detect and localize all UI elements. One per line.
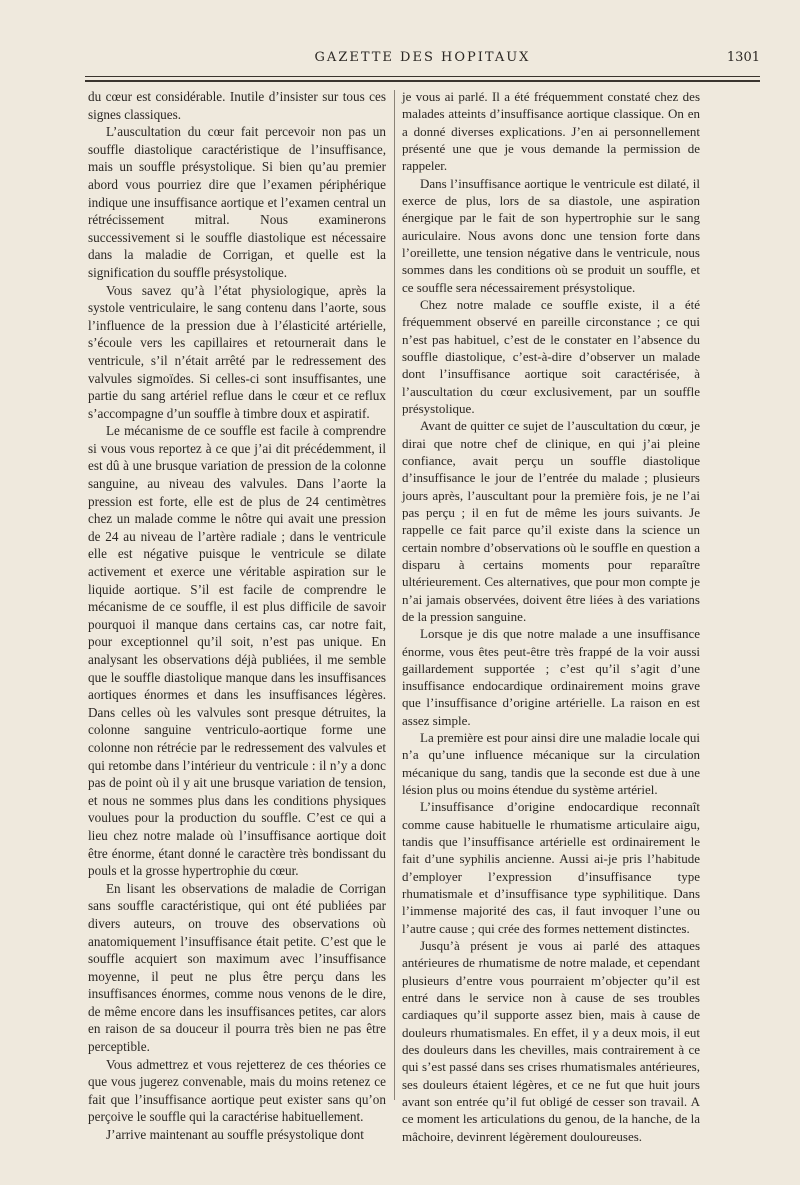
paragraph: L’auscultation du cœur fait percevoir non pas un souffle diastolique caractéristique de l’insuffisance, mais un souffle présystolique. Si bien qu’au premier abord vous pourriez dire que l’examen périphérique indique une insuffisance aortique et l’examen central un rétrécissement mitral. Nous examinerons successivement si le souffle diastolique est nécessaire dans la maladie de Corrigan, et quelle est la signification du souffle présystolique. — [88, 124, 386, 280]
paragraph: Dans l’insuffisance aortique le ventricule est dilaté, il exerce de plus, lors de sa diastole, une aspiration énergique par le fait de son hypertrophie sur le sang auriculaire. Nous avons donc une tension forte dans l’oreillette, une tension négative dans le ventricule, nous sommes dans les conditions où se produit un souffle, et ce souffle sera nécessairement présystolique. — [402, 175, 700, 295]
paragraph: Jusqu’à présent je vous ai parlé des attaques antérieures de rhumatisme de notre malade, et cependant plusieurs d’entre vous pourraient m’objecter qu’il est entré dans le service non à cause de ses troubles cardiaques qu’il supporte assez bien, mais à cause de douleurs rhumatismales. En effet, il y a deux mois, il eut des douleurs dans les chevilles, mais contrairement à ce qui s’est passé dans ses crises rhumatismales antérieures, ses douleurs étaient légères, et ce ne fut que huit jours avant son entrée qu’il fut obligé de cesser son travail. A ce moment les articulations du genou, de la hanche, de la mâchoire, devinrent légèrement douloureuses. — [402, 938, 700, 1144]
header-rule-thin — [85, 76, 760, 77]
journal-title: GAZETTE DES HOPITAUX — [314, 50, 531, 65]
column-divider — [394, 90, 395, 1100]
header-rule-thick — [85, 80, 760, 82]
paragraph: En lisant les observations de maladie de Corrigan sans souffle caractéristique, qui ont été publiées par divers auteurs, on trouve des observations où anatomiquement l’insuffisance était petite. C’est que le souffle acquiert son maximum avec l’insuffisance moyenne, il peut ne plus être perçu dans les insuffisances énormes, comme nous venons de le dire, de même encore dans les insuffisances petites, car alors en raison de sa douceur il pourra très bien ne pas être perceptible. — [88, 880, 386, 1055]
paragraph: Lorsque je dis que notre malade a une insuffisance énorme, vous êtes peut-être très frappé de la voir aussi gaillardement supportée ; c’est qu’il s’agit d’une insuffisance endocardique ordinairement moins grave que l’insuffisance d’origine artérielle. La raison en est assez simple. — [402, 626, 700, 728]
paragraph: Vous admettrez et vous rejetterez de ces théories ce que vous jugerez convenable, mais du moins retenez ce fait que l’insuffisance aortique peut exister sans qu’on perçoive le souffle qui la caractérise habituellement. — [88, 1056, 386, 1125]
right-column — [402, 88, 700, 1145]
paragraph: du cœur est considérable. Inutile d’insister sur tous ces signes classiques. — [88, 89, 386, 122]
paragraph: Chez notre malade ce souffle existe, il a été fréquemment observé en pareille circonstance ; ce qui n’est pas habituel, c’est de le constater en l’absence du souffle diastolique, c’est-à-dire d’observer un malade dont l’insuffisance aortique soit caractérisée, à l’auscultation du cœur exclusivement, par un souffle présystolique. — [402, 296, 700, 416]
page-number: 1301 — [726, 50, 760, 65]
paragraph: Vous savez qu’à l’état physiologique, après la systole ventriculaire, le sang contenu dans l’aorte, sous l’influence de la pression due à l’élasticité artérielle, s’écoule vers les capillaires et retournerait dans le ventricule, s’il n’était arrêté par le redressement des valvules sigmoïdes. Si celles-ci sont insuffisantes, une partie du sang artériel reflue dans le cœur et ce reflux s’accompagne d’un souffle à timbre doux et aspiratif. — [88, 282, 386, 421]
paragraph: je vous ai parlé. Il a été fréquemment constaté chez des malades atteints d’insuffisance aortique classique. On en a donné diverses explications. J’en ai personnellement présenté une que je vous demande la permission de rappeler. — [402, 89, 700, 174]
left-column — [88, 88, 386, 1144]
paragraph: Le mécanisme de ce souffle est facile à comprendre si vous vous reportez à ce que j’ai dit précédemment, il est dû à une brusque variation de pression de la colonne sanguine, au niveau des valvules. Dans l’aorte la pression est forte, elle est de plus de 24 centimètres chez un malade comme le nôtre qui avait une pression de 24 au niveau de l’artère radiale ; dans le ventricule elle est négative puisque le ventricule se dilate activement et exerce une véritable aspiration sur le liquide aortique. S’il est facile de comprendre le mécanisme de ce souffle, il est plus difficile de savoir pourquoi il manque dans certains cas, car notre fait, pour exceptionnel qu’il soit, n’est pas unique. En analysant les observations déjà publiées, il me semble que le souffle diastolique manque dans les insuffisances aortiques énormes et dans les insuffisances légères. Dans celles où les valvules sont presque détruites, la colonne sanguine ventriculo-aortique forme une colonne non rétrécie par le redressement des valvules et qui retombe dans l’intérieur du ventricule : il n’y a donc pas de point où il y ait une brusque variation de tension, et nous ne sommes plus dans les conditions physiques voulues pour la production du souffle. C’est ce qui a lieu chez notre malade où l’insuffisance aortique doit être énorme, étant donné le caractère très bondissant du pouls et la grosse hypertrophie du cœur. — [88, 423, 386, 879]
paragraph: Avant de quitter ce sujet de l’auscultation du cœur, je dirai que notre chef de clinique, en qui j’ai pleine confiance, avait perçu un souffle diastolique d’insuffisance le jour de l’entrée du malade ; plusieurs jours après, l’auscultant pour la première fois, je ne l’ai pas perçu ; il en fut de même les jours suivants. Je rappelle ce fait parce qu’il existe dans la science un certain nombre d’observations où le souffle en question a disparu à certains moments pour reparaître ultérieurement. Ces alternatives, que pour mon compte je n’ai jamais observées, doivent être liées à des variations de la pression sanguine. — [402, 418, 700, 624]
paragraph: L’insuffisance d’origine endocardique reconnaît comme cause habituelle le rhumatisme articulaire aigu, tandis que l’insuffisance artérielle est ordinairement le fait d’une syphilis ancienne. Aussi ai-je pris l’habitude d’employer l’expression d’insuffisance type rhumatismale et d’insuffisance type syphilitique. Dans l’immense majorité des cas, il faut invoquer l’une ou l’autre cause ; qui crée des formes nettement distinctes. — [402, 799, 700, 936]
running-header — [85, 44, 760, 70]
paragraph: J’arrive maintenant au souffle présystolique dont — [106, 1127, 364, 1143]
paragraph: La première est pour ainsi dire une maladie locale qui n’a qu’une influence mécanique sur la circulation mécanique du sang, tandis que la seconde est due à une lésion plus ou moins étendue du système artériel. — [402, 730, 700, 798]
